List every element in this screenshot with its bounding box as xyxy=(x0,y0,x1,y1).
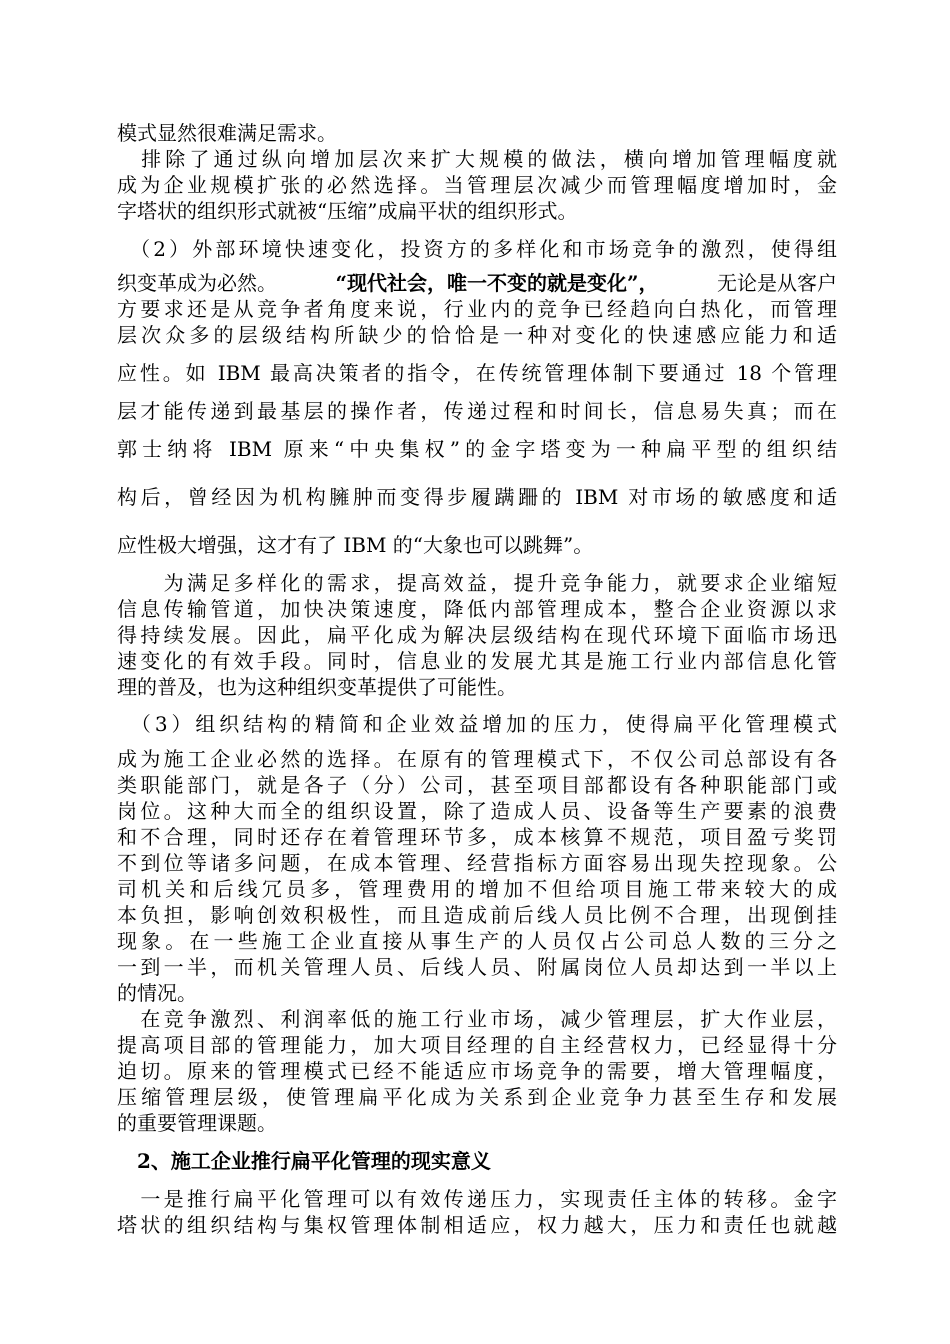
text-line: 现象。在一些施工企业直接从事生产的人员仅占公司总人数的三分之 xyxy=(117,929,837,953)
text-line: 本负担，影响创效积极性，而且造成前后线人员比例不合理，出现倒挂 xyxy=(117,903,837,927)
text-line: 得持续发展。因此，扁平化成为解决层级结构在现代环境下面临市场迅 xyxy=(117,623,837,647)
text-line: 塔状的组织结构与集权管理体制相适应，权力越大，压力和责任也就越 xyxy=(117,1213,837,1237)
text-line: 郭士纳将 IBM 原来“中央集权”的金字塔变为一种扁平型的组织结 xyxy=(117,437,837,461)
mixed-text-line xyxy=(117,270,837,296)
text-line: 压缩管理层级，使管理扁平化成为关系到企业竞争力甚至生存和发展 xyxy=(117,1085,837,1109)
text-line: 字塔状的组织形式就被“压缩”成扁平状的组织形式。 xyxy=(117,199,578,223)
text-line: 类职能部门，就是各子（分）公司，甚至项目部都设有各种职能部门或 xyxy=(117,773,837,797)
text-line: （2）外部环境快速变化，投资方的多样化和市场竞争的激烈，使得组 xyxy=(117,237,837,261)
text-line: 一是推行扁平化管理可以有效传递压力，实现责任主体的转移。金字 xyxy=(117,1187,837,1211)
text-line: 司机关和后线冗员多，管理费用的增加不但给项目施工带来较大的成 xyxy=(117,877,837,901)
text-line: 层才能传递到最基层的操作者，传递过程和时间长，信息易失真；而在 xyxy=(117,399,837,423)
text-line: 应性。如 IBM 最高决策者的指令，在传统管理体制下要通过 18 个管理 xyxy=(117,361,837,385)
text-line: 不到位等诸多问题，在成本管理、经营指标方面容易出现失控现象。公 xyxy=(117,851,837,875)
text-span: 织变革成为必然。 xyxy=(117,271,277,295)
text-line: 的情况。 xyxy=(117,981,197,1005)
text-line: 迫切。原来的管理模式已经不能适应市场竞争的需要，增大管理幅度， xyxy=(117,1059,837,1083)
text-line: 方要求还是从竞争者角度来说，行业内的竞争已经趋向白热化，而管理 xyxy=(117,297,837,321)
text-line: 信息传输管道，加快决策速度，降低内部管理成本，整合企业资源以求 xyxy=(117,597,837,621)
text-line: 和不合理，同时还存在着管理环节多，成本核算不规范，项目盈亏奖罚 xyxy=(117,825,837,849)
text-line: 理的普及，也为这种组织变革提供了可能性。 xyxy=(117,675,517,699)
bold-quote: “现代社会，唯一不变的就是变化”， xyxy=(335,271,659,295)
text-span: 无论是从客户 xyxy=(716,271,837,295)
text-line: 成为施工企业必然的选择。在原有的管理模式下，不仅公司总部设有各 xyxy=(117,747,837,771)
text-line: 提高项目部的管理能力，加大项目经理的自主经营权力，已经显得十分 xyxy=(117,1033,837,1057)
text-line: 的重要管理课题。 xyxy=(117,1111,277,1135)
text-line: 应性极大增强，这才有了 IBM 的“大象也可以跳舞”。 xyxy=(117,533,594,557)
text-line: 层次众多的层级结构所缺少的恰恰是一种对变化的快速感应能力和适 xyxy=(117,323,837,347)
text-line: 为满足多样化的需求，提高效益，提升竞争能力，就要求企业缩短 xyxy=(117,571,837,595)
text-line: 排除了通过纵向增加层次来扩大规模的做法，横向增加管理幅度就 xyxy=(117,147,837,171)
text-line: 岗位。这种大而全的组织设置，除了造成人员、设备等生产要素的浪费 xyxy=(117,799,837,823)
text-line: 在竞争激烈、利润率低的施工行业市场，减少管理层，扩大作业层， xyxy=(117,1007,837,1031)
text-line: 模式显然很难满足需求。 xyxy=(117,121,337,145)
text-line: 速变化的有效手段。同时，信息业的发展尤其是施工行业内部信息化管 xyxy=(117,649,837,673)
text-line: 一到一半，而机关管理人员、后线人员、附属岗位人员却达到一半以上 xyxy=(117,955,837,979)
section-heading: 2、施工企业推行扁平化管理的现实意义 xyxy=(117,1149,491,1173)
text-line: （3）组织结构的精简和企业效益增加的压力，使得扁平化管理模式 xyxy=(117,712,837,736)
text-line: 构后，曾经因为机构臃肿而变得步履蹒跚的 IBM 对市场的敏感度和适 xyxy=(117,485,837,509)
text-line: 成为企业规模扩张的必然选择。当管理层次减少而管理幅度增加时，金 xyxy=(117,173,837,197)
